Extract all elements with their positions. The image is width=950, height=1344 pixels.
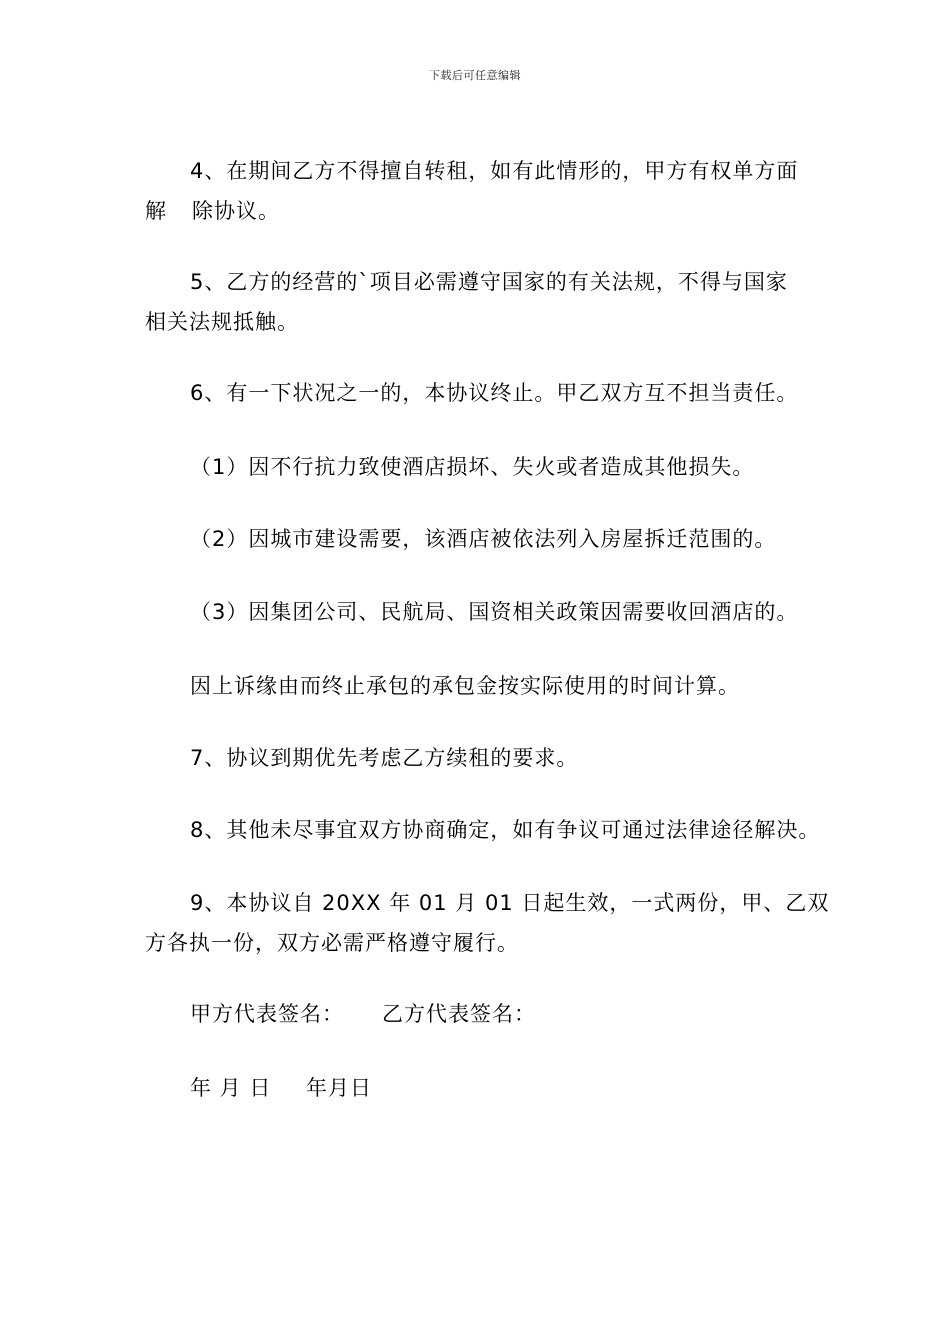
clause-4-text-2b: 除协议。 [192,199,280,223]
clause-6-item-3-text: （3）因集团公司、民航局、国资相关政策因需要收回酒店的。 [190,600,799,624]
clause-5-text-1: 5、乙方的经营的`项目必需遵守国家的有关法规，不得与国家 [190,270,788,294]
party-a-signature-label: 甲方代表签名： [190,1002,344,1026]
clause-9-text-2: 方各执一份，双方必需严格遵守履行。 [145,931,519,955]
party-a-date: 年 月 日 [190,1076,272,1100]
termination-note-text: 因上诉缘由而终止承包的承包金按实际使用的时间计算。 [190,674,740,698]
header-note: 下载后可任意编辑 [429,69,521,82]
clause-5-text-2: 相关法规抵触。 [145,310,299,334]
party-b-signature-label: 乙方代表签名： [382,1002,536,1026]
clause-8-text: 8、其他未尽事宜双方协商确定，如有争议可通过法律途径解决。 [190,818,821,842]
clause-4-text-1: 4、在期间乙方不得擅自转租，如有此情形的，甲方有权单方面 [190,159,799,183]
clause-4-text-2a: 解 [145,199,167,223]
clause-7-text: 7、协议到期优先考虑乙方续租的要求。 [190,746,579,770]
clause-6-text: 6、有一下状况之一的，本协议终止。甲乙双方互不担当责任。 [190,381,799,405]
clause-6-item-2-text: （2）因城市建设需要，该酒店被依法列入房屋拆迁范围的。 [190,527,777,551]
clause-6-item-1-text: （1）因不行抗力致使酒店损坏、失火或者造成其他损失。 [190,455,755,479]
clause-9-text-1: 9、本协议自 20XX 年 01 月 01 日起生效，一式两份，甲、乙双 [190,891,830,915]
party-b-date: 年月日 [306,1076,372,1100]
